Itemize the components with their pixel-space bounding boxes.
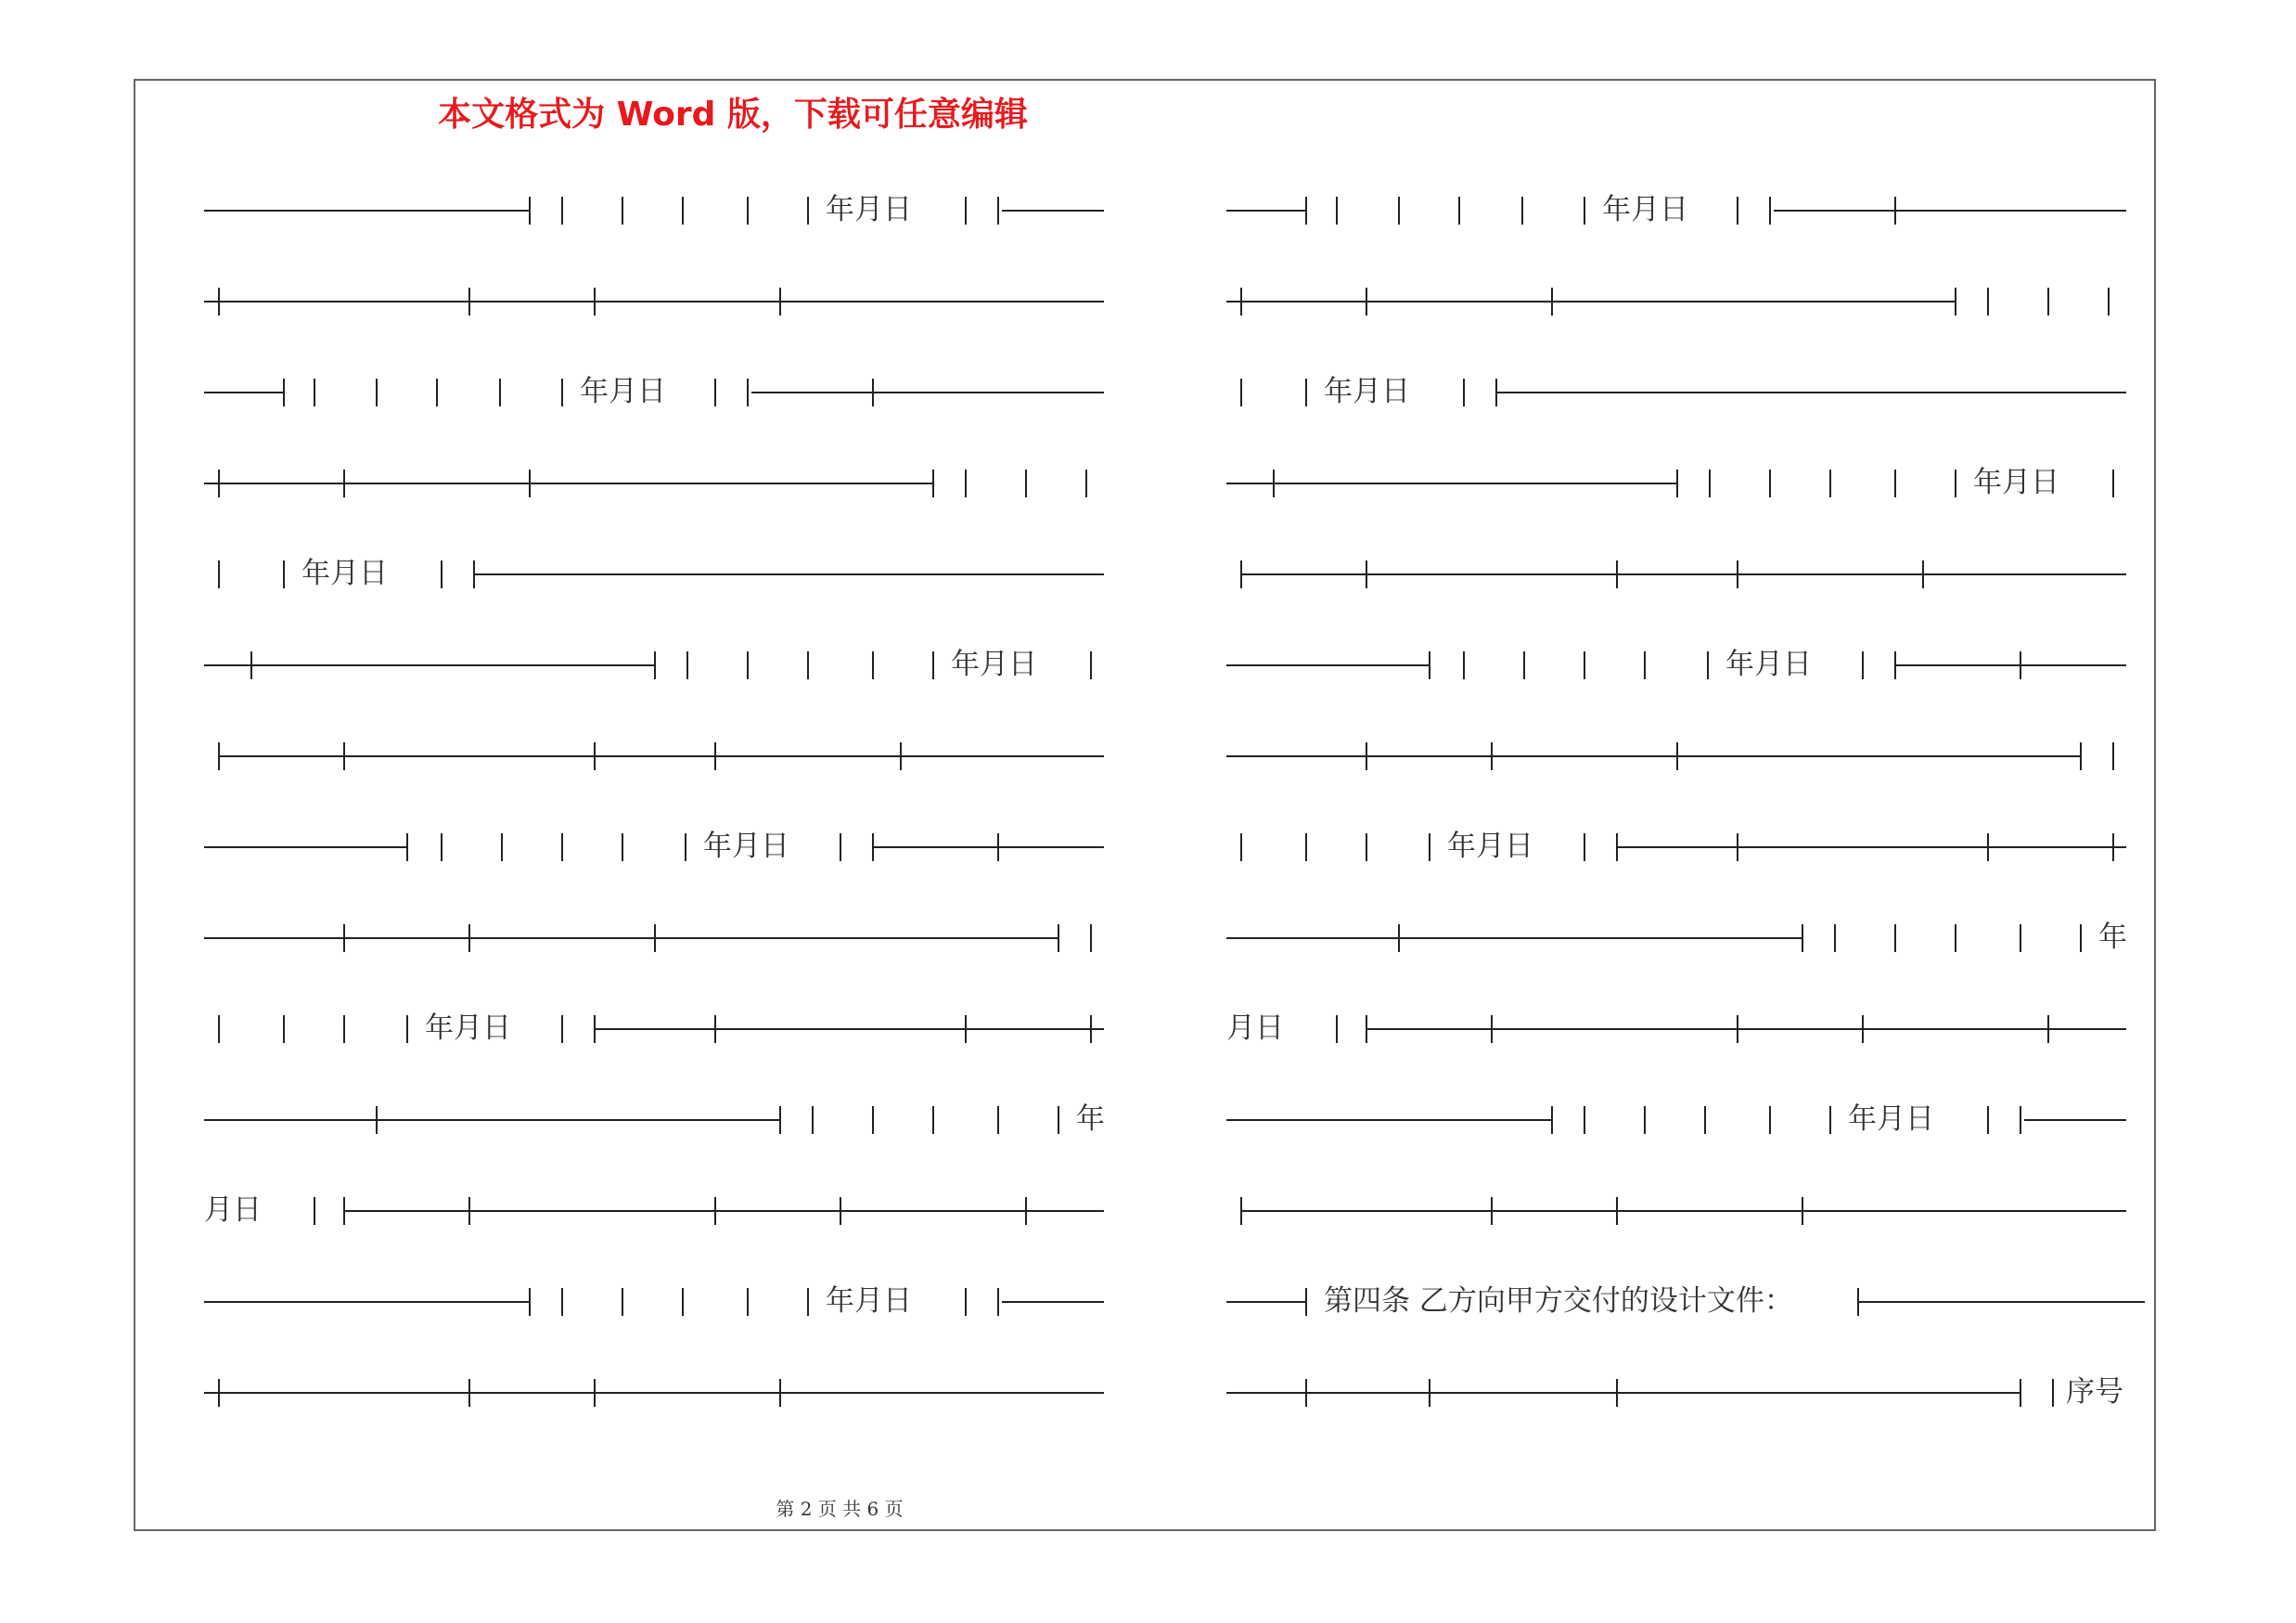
cell-border	[686, 651, 688, 679]
cell-border	[1305, 833, 1307, 861]
cell-border	[529, 197, 531, 225]
cell-border	[965, 197, 967, 225]
cell-border	[654, 651, 656, 679]
cell-border	[965, 1288, 967, 1316]
cell-border	[529, 1288, 531, 1316]
rule-line	[1240, 1210, 2126, 1212]
cell-border	[2112, 833, 2114, 861]
left-column	[204, 176, 1104, 1466]
table-row	[204, 813, 1104, 869]
cell-border	[807, 1288, 809, 1316]
cell-border	[376, 1106, 378, 1134]
cell-border	[997, 197, 999, 225]
rule-line	[204, 664, 654, 666]
cell-border	[1551, 1106, 1553, 1134]
date-label: 年月日	[951, 648, 1037, 681]
cell-border	[1769, 470, 1771, 497]
cell-border	[2020, 651, 2021, 679]
cell-border	[812, 1106, 814, 1134]
cell-border	[1862, 1015, 1864, 1043]
rule-line	[1226, 1119, 1551, 1121]
cell-border	[1769, 197, 1771, 225]
cell-border	[1491, 1015, 1493, 1043]
table-row	[1226, 722, 2145, 778]
cell-border	[1644, 651, 1646, 679]
cell-border	[1676, 742, 1678, 770]
cell-border	[965, 1015, 967, 1043]
cell-border	[441, 560, 443, 588]
cell-border	[218, 1015, 220, 1043]
rule-line	[1226, 1301, 1305, 1303]
cell-border	[1305, 1379, 1307, 1407]
table-row	[1226, 631, 2145, 687]
cell-border	[872, 379, 874, 406]
table-row	[1226, 1086, 2145, 1141]
cell-border	[406, 833, 408, 861]
table-row	[204, 1086, 1104, 1141]
rule-line	[204, 392, 283, 393]
cell-border	[2080, 742, 2082, 770]
cell-border	[872, 1106, 874, 1134]
cell-border	[1857, 1288, 1859, 1316]
cell-border	[1025, 1197, 1027, 1225]
rule-line	[1857, 1301, 2145, 1303]
cell-border	[561, 379, 563, 406]
cell-border	[840, 833, 841, 861]
cell-border	[1862, 651, 1864, 679]
cell-border	[468, 1379, 470, 1407]
cell-border	[473, 560, 475, 588]
cell-border	[872, 833, 874, 861]
cell-border	[1676, 470, 1678, 497]
cell-border	[932, 470, 934, 497]
cell-border	[1240, 560, 1242, 588]
cell-border	[1955, 470, 1956, 497]
table-row	[204, 1177, 1104, 1232]
cell-border	[2108, 288, 2110, 316]
cell-border	[594, 742, 596, 770]
cell-border	[1737, 560, 1738, 588]
cell-border	[807, 197, 809, 225]
cell-border	[747, 651, 749, 679]
cell-border	[1090, 924, 1092, 952]
cell-border	[314, 1197, 315, 1225]
rule-line	[343, 1210, 1104, 1212]
table-row	[204, 449, 1104, 505]
cell-border	[1894, 924, 1896, 952]
cell-border	[468, 924, 470, 952]
cell-border	[747, 379, 749, 406]
cell-border	[1922, 560, 1924, 588]
rule-line	[1774, 210, 2126, 212]
cell-border	[1616, 560, 1618, 588]
cell-border	[1987, 1106, 1989, 1134]
rule-line	[1226, 1392, 2020, 1394]
cell-border	[2020, 924, 2021, 952]
cell-border	[622, 1288, 623, 1316]
cell-border	[747, 1288, 749, 1316]
table-row	[204, 358, 1104, 414]
cell-border	[807, 651, 809, 679]
cell-border	[1584, 651, 1585, 679]
rule-line	[1002, 210, 1104, 212]
table-row	[204, 176, 1104, 232]
cell-border	[376, 379, 378, 406]
cell-border	[1802, 1197, 1803, 1225]
cell-border	[965, 470, 967, 497]
cell-border	[714, 742, 716, 770]
cell-border	[1240, 1197, 1242, 1225]
cell-border	[1894, 470, 1896, 497]
cell-border	[1551, 288, 1553, 316]
cell-border	[1644, 1106, 1646, 1134]
cell-border	[1336, 1015, 1338, 1043]
split-monthday-label: 月日	[1226, 1011, 1284, 1045]
rule-line	[751, 392, 1104, 393]
cell-border	[714, 1015, 716, 1043]
cell-border	[343, 1015, 345, 1043]
cell-border	[1305, 197, 1307, 225]
cell-border	[594, 1015, 596, 1043]
serial-number-label: 序号	[2066, 1375, 2123, 1409]
cell-border	[685, 833, 686, 861]
rule-line	[204, 937, 1058, 939]
rule-line	[1894, 664, 2126, 666]
rule-line	[1495, 392, 2126, 393]
cell-border	[654, 924, 656, 952]
cell-border	[1829, 1106, 1831, 1134]
cell-border	[468, 288, 470, 316]
table-row	[1226, 449, 2145, 505]
cell-border	[441, 833, 443, 861]
cell-border	[1463, 379, 1465, 406]
cell-border	[1616, 1197, 1618, 1225]
cell-border	[1273, 470, 1275, 497]
cell-border	[932, 1106, 934, 1134]
rule-line	[473, 573, 1104, 575]
cell-border	[1090, 1015, 1092, 1043]
table-row	[1226, 1359, 2145, 1414]
cell-border	[1709, 470, 1711, 497]
table-row	[1226, 1177, 2145, 1232]
split-year-label: 年	[2098, 921, 2127, 954]
table-row	[204, 1359, 1104, 1414]
cell-border	[1894, 651, 1896, 679]
date-label: 年月日	[1447, 830, 1533, 863]
rule-line	[872, 846, 1104, 848]
cell-border	[283, 379, 285, 406]
date-label: 年月日	[1602, 193, 1688, 226]
cell-border	[2112, 470, 2114, 497]
cell-border	[1366, 833, 1367, 861]
cell-border	[997, 833, 999, 861]
rule-line	[1226, 664, 1429, 666]
cell-border	[1521, 197, 1523, 225]
cell-border	[561, 833, 563, 861]
cell-border	[1523, 651, 1525, 679]
cell-border	[2052, 1379, 2054, 1407]
cell-border	[343, 470, 345, 497]
cell-border	[932, 651, 934, 679]
cell-border	[1704, 1106, 1706, 1134]
rule-line	[1226, 210, 1305, 212]
cell-border	[1987, 288, 1989, 316]
cell-border	[1085, 470, 1087, 497]
cell-border	[218, 560, 220, 588]
cell-border	[1429, 651, 1430, 679]
cell-border	[1366, 288, 1367, 316]
cell-border	[1240, 833, 1242, 861]
cell-border	[436, 379, 438, 406]
cell-border	[594, 288, 596, 316]
article-four-heading: 第四条 乙方向甲方交付的设计文件：	[1324, 1284, 1793, 1318]
cell-border	[1829, 470, 1831, 497]
cell-border	[1058, 1106, 1059, 1134]
table-row	[1226, 995, 2145, 1050]
rule-line	[204, 483, 932, 484]
table-row	[1226, 813, 2145, 869]
date-label: 年月日	[1324, 375, 1410, 408]
date-label: 年月日	[1848, 1102, 1934, 1136]
cell-border	[343, 924, 345, 952]
cell-border	[714, 379, 716, 406]
rule-line	[204, 846, 406, 848]
date-label: 年月日	[826, 193, 912, 226]
date-label: 年月日	[703, 830, 789, 863]
cell-border	[1025, 470, 1027, 497]
rule-line	[1226, 483, 1676, 484]
cell-border	[1366, 560, 1367, 588]
cell-border	[468, 1197, 470, 1225]
cell-border	[779, 1106, 781, 1134]
cell-border	[218, 742, 220, 770]
rule-line	[218, 755, 1104, 757]
cell-border	[343, 742, 345, 770]
split-monthday-label: 月日	[204, 1193, 262, 1227]
date-label: 年月日	[1725, 648, 1812, 681]
cell-border	[1616, 1379, 1618, 1407]
table-row	[1226, 540, 2145, 596]
cell-border	[779, 1379, 781, 1407]
cell-border	[2080, 924, 2082, 952]
table-row	[204, 540, 1104, 596]
page-footer: 第 2 页 共 6 页	[776, 1498, 904, 1520]
cell-border	[283, 1015, 285, 1043]
cell-border	[747, 197, 749, 225]
cell-border	[1737, 833, 1738, 861]
cell-border	[314, 379, 315, 406]
table-row	[1226, 267, 2145, 323]
cell-border	[997, 1288, 999, 1316]
cell-border	[1495, 379, 1497, 406]
table-row	[204, 1268, 1104, 1323]
cell-border	[1336, 197, 1338, 225]
cell-border	[622, 833, 623, 861]
rule-line	[1226, 755, 2080, 757]
cell-border	[1987, 833, 1989, 861]
cell-border	[1769, 1106, 1771, 1134]
rule-line	[204, 1392, 1104, 1394]
cell-border	[1429, 1379, 1430, 1407]
cell-border	[1616, 833, 1618, 861]
split-year-label: 年	[1076, 1102, 1105, 1136]
cell-border	[1463, 651, 1465, 679]
date-label: 年月日	[580, 375, 666, 408]
rule-line	[1616, 846, 2126, 848]
rule-line	[204, 1119, 779, 1121]
date-label: 年月日	[425, 1011, 511, 1045]
cell-border	[2112, 742, 2114, 770]
cell-border	[872, 651, 874, 679]
rule-line	[204, 210, 529, 212]
cell-border	[1584, 833, 1585, 861]
rule-line	[1226, 301, 1955, 303]
cell-border	[1305, 379, 1307, 406]
cell-border	[1090, 651, 1092, 679]
cell-border	[1955, 924, 1956, 952]
table-row	[204, 267, 1104, 323]
cell-border	[1429, 833, 1430, 861]
cell-border	[622, 197, 623, 225]
cell-border	[561, 1015, 563, 1043]
cell-border	[900, 742, 902, 770]
rule-line	[204, 1301, 529, 1303]
table-row	[1226, 176, 2145, 232]
rule-line	[594, 1028, 1104, 1030]
cell-border	[2047, 288, 2049, 316]
rule-line	[1226, 937, 1802, 939]
cell-border	[1491, 742, 1493, 770]
table-row	[204, 631, 1104, 687]
document-banner: 本文格式为 Word 版，下载可任意编辑	[438, 96, 1028, 134]
cell-border	[2020, 1379, 2021, 1407]
cell-border	[594, 1379, 596, 1407]
table-row	[204, 904, 1104, 960]
cell-border	[1398, 197, 1400, 225]
cell-border	[1894, 197, 1896, 225]
cell-border	[561, 197, 563, 225]
cell-border	[682, 1288, 684, 1316]
cell-border	[1834, 924, 1836, 952]
cell-border	[779, 288, 781, 316]
cell-border	[1802, 924, 1803, 952]
cell-border	[1707, 651, 1709, 679]
rule-line	[1002, 1301, 1104, 1303]
cell-border	[218, 470, 220, 497]
cell-border	[283, 560, 285, 588]
right-column	[1226, 176, 2145, 1466]
rule-line	[1240, 573, 2126, 575]
cell-border	[714, 1197, 716, 1225]
cell-border	[997, 1106, 999, 1134]
cell-border	[406, 1015, 408, 1043]
table-row	[204, 995, 1104, 1050]
date-label: 年月日	[1973, 466, 2059, 499]
cell-border	[1305, 1288, 1307, 1316]
cell-border	[840, 1197, 841, 1225]
cell-border	[1058, 924, 1059, 952]
cell-border	[499, 379, 501, 406]
table-row	[1226, 904, 2145, 960]
table-row	[1226, 358, 2145, 414]
cell-border	[1398, 924, 1400, 952]
cell-border	[529, 470, 531, 497]
date-label: 年月日	[826, 1284, 912, 1318]
cell-border	[1491, 1197, 1493, 1225]
cell-border	[1584, 1106, 1585, 1134]
rule-line	[204, 301, 1104, 303]
table-row	[1226, 1268, 2145, 1323]
cell-border	[218, 1379, 220, 1407]
cell-border	[2047, 1015, 2049, 1043]
cell-border	[1458, 197, 1460, 225]
cell-border	[1240, 288, 1242, 316]
cell-border	[250, 651, 252, 679]
rule-line	[1366, 1028, 2126, 1030]
cell-border	[1737, 1015, 1738, 1043]
cell-border	[2020, 1106, 2021, 1134]
cell-border	[561, 1288, 563, 1316]
cell-border	[682, 197, 684, 225]
cell-border	[1584, 197, 1585, 225]
cell-border	[1955, 288, 1956, 316]
cell-border	[1366, 742, 1367, 770]
cell-border	[1366, 1015, 1367, 1043]
cell-border	[343, 1197, 345, 1225]
table-row	[204, 722, 1104, 778]
cell-border	[218, 288, 220, 316]
rule-line	[2024, 1119, 2126, 1121]
cell-border	[1240, 379, 1242, 406]
cell-border	[501, 833, 503, 861]
cell-border	[1737, 197, 1738, 225]
date-label: 年月日	[301, 557, 388, 590]
